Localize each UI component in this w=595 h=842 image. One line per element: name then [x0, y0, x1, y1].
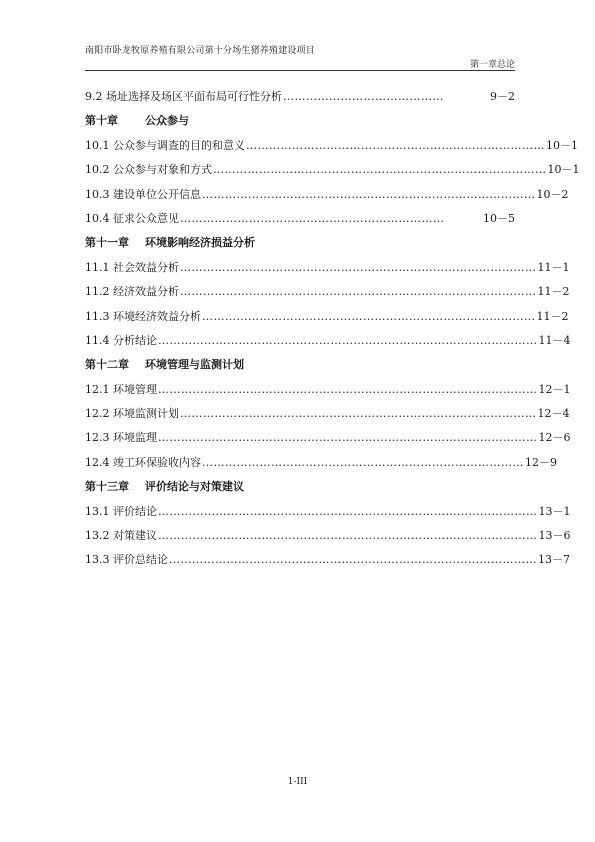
- toc-chapter-heading: [85, 475, 515, 499]
- toc-entry: [85, 548, 570, 572]
- toc-entry: [85, 158, 580, 182]
- toc-entry-label: 13.2 对策建议: [85, 529, 157, 543]
- toc-entry-label: 12.3 环境监理: [85, 431, 157, 445]
- toc-leader-dots: ………………………………………………………………………………………: [158, 382, 538, 396]
- toc-leader-dots: …………………………………………………………………………: [202, 455, 524, 469]
- toc-entry-page: 10－2: [536, 187, 569, 201]
- toc-entry-label: 13.3 评价总结论: [85, 553, 168, 567]
- chapter-number: 第十三章: [85, 480, 129, 494]
- toc-entry-page: 12－6: [538, 431, 571, 445]
- toc-entry: [85, 451, 557, 475]
- chapter-title: 环境管理与监测计划: [145, 358, 244, 372]
- page-number: 1-III: [287, 777, 308, 787]
- toc-entry-label: 10.3 建设单位公开信息: [85, 187, 201, 201]
- toc-entry-page: 10－1: [547, 163, 580, 177]
- header-project-title: 南阳市卧龙牧原养殖有限公司第十分场生猪养殖建设项目: [85, 46, 316, 56]
- chapter-title: 公众参与: [145, 114, 189, 128]
- toc-entry-page: 10－1: [546, 138, 578, 152]
- toc-entry: [85, 305, 569, 329]
- toc-leader-dots: ……………………………………………………………………………………: [169, 553, 537, 567]
- toc-leader-dots: ………………………………………………………………………………………: [158, 529, 538, 543]
- toc-leader-dots: …………………………………………………………………………………: [180, 260, 537, 274]
- toc-entry-label: 11.2 经济效益分析: [85, 285, 179, 299]
- toc-chapter-heading: [85, 353, 515, 377]
- toc-entry-label: 12.4 竣工环保验收内容: [85, 455, 201, 469]
- header-chapter-title: 第一章总论: [469, 60, 515, 70]
- toc-entry: [85, 402, 570, 426]
- toc-entry-page: 12－9: [525, 455, 557, 469]
- toc-entry-page: 11－2: [537, 285, 570, 299]
- toc-entry: [85, 134, 578, 158]
- toc-leader-dots: …………………………………………………………………………………: [180, 407, 537, 421]
- toc-entry: [85, 183, 569, 207]
- toc-leader-dots: ………………………………………………………………………………………: [158, 504, 538, 518]
- toc-entry-page: 12－1: [538, 382, 571, 396]
- toc-leader-dots: ………………………………………………………………………………………: [158, 333, 538, 347]
- toc-entry-label: 11.3 环境经济效益分析: [85, 309, 201, 323]
- chapter-number: 第十一章: [85, 236, 129, 250]
- toc-entry: [85, 280, 570, 304]
- toc-entry-label: 10.2 公众参与对象和方式: [85, 163, 212, 177]
- chapter-number: 第十章: [85, 114, 118, 128]
- toc-entry-label: 9.2 场址选择及场区平面布局可行性分析: [85, 90, 282, 103]
- table-of-contents: [85, 85, 580, 573]
- toc-leader-dots: ……………………………………………………………………: [246, 138, 545, 152]
- toc-entry: [85, 524, 571, 548]
- toc-entry: [85, 256, 570, 280]
- toc-leader-dots: …………………………………………………………………………………: [180, 285, 537, 299]
- toc-entry-page: 13－7: [538, 553, 570, 567]
- toc-leader-dots: ……………………………………………………………………………: [202, 187, 536, 201]
- toc-entry-label: 12.2 环境监测计划: [85, 407, 179, 421]
- toc-leader-dots: ……………………………………………………………………………: [202, 309, 536, 323]
- toc-entry-page: 11－1: [537, 260, 570, 274]
- toc-entry-page: 11－2: [536, 309, 569, 323]
- running-header: [85, 40, 515, 71]
- toc-entry-label: 10.4 征求公众意见: [85, 211, 179, 225]
- toc-entry-label: 10.1 公众参与调查的目的和意义: [85, 138, 245, 152]
- toc-entry: [85, 378, 571, 402]
- toc-entry-page: 13－1: [538, 504, 571, 518]
- toc-leader-dots: ……………………………………: [283, 90, 444, 103]
- chapter-title: 环境影响经济损益分析: [145, 236, 255, 250]
- toc-entry: [85, 85, 515, 109]
- toc-entry: [85, 207, 515, 231]
- toc-entry-page: 13－6: [538, 529, 571, 543]
- toc-entry-page: 9－2: [490, 90, 515, 103]
- toc-entry-label: 13.1 评价结论: [85, 504, 157, 518]
- toc-entry-page: 10－5: [483, 211, 515, 225]
- toc-entry-label: 11.4 分析结论: [85, 333, 157, 347]
- toc-leader-dots: ………………………………………………………………………………………: [158, 431, 538, 445]
- chapter-number: 第十二章: [85, 358, 129, 372]
- toc-entry-page: 12－4: [537, 407, 570, 421]
- toc-entry-label: 12.1 环境管理: [85, 382, 157, 396]
- toc-chapter-heading: [85, 231, 515, 255]
- toc-leader-dots: ……………………………………………………………………………: [213, 163, 547, 177]
- toc-entry: [85, 426, 571, 450]
- toc-chapter-heading: [85, 109, 515, 133]
- toc-entry-label: 11.1 社会效益分析: [85, 260, 179, 274]
- toc-leader-dots: ……………………………………………………………: [180, 211, 445, 225]
- toc-entry-page: 11－4: [538, 333, 571, 347]
- chapter-title: 评价结论与对策建议: [145, 480, 244, 494]
- toc-entry: [85, 329, 571, 353]
- toc-entry: [85, 500, 571, 524]
